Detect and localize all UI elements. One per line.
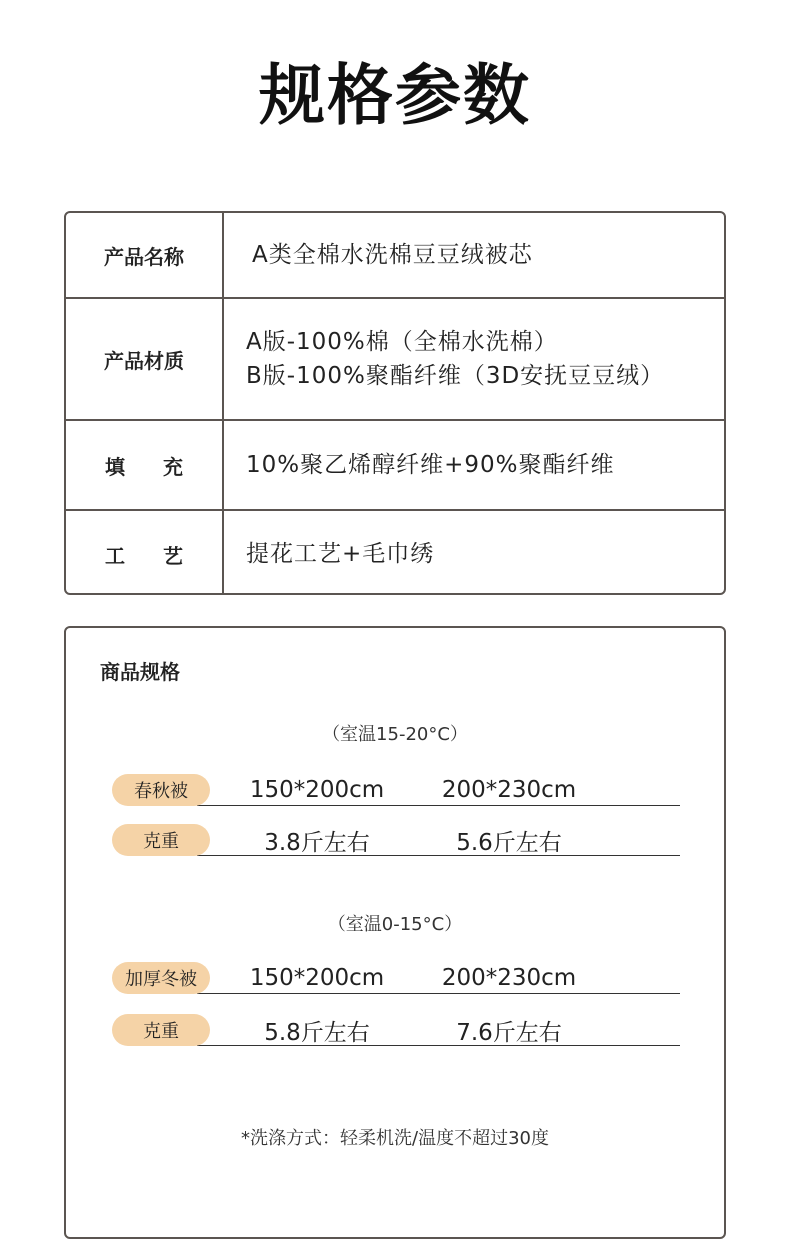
spec-value-line: B版-100%聚酯纤维（3D安抚豆豆绒） bbox=[246, 363, 665, 389]
row-tag: 春秋被 bbox=[112, 774, 210, 806]
spec-label: 产品名称 bbox=[66, 213, 224, 297]
weight-value: 5.8斤左右 bbox=[264, 1019, 370, 1046]
row-tag: 克重 bbox=[112, 824, 210, 856]
page-title: 规格参数 bbox=[259, 57, 531, 134]
size-row bbox=[112, 1014, 680, 1048]
spec-label: 填充 bbox=[66, 421, 224, 509]
wash-instructions: *洗涤方式：轻柔机洗/温度不超过30度 bbox=[241, 1128, 549, 1149]
weight-value: 7.6斤左右 bbox=[456, 1019, 562, 1046]
spec-row-craft bbox=[66, 511, 724, 595]
spec-label: 产品材质 bbox=[66, 299, 224, 419]
row-tag: 克重 bbox=[112, 1014, 210, 1046]
size-spec-box bbox=[64, 626, 726, 1239]
spec-label: 工艺 bbox=[66, 511, 224, 595]
spec-row-name bbox=[66, 213, 724, 299]
size-section-title: 商品规格 bbox=[100, 660, 180, 684]
spec-value bbox=[246, 213, 714, 297]
spec-row-filling bbox=[66, 421, 724, 511]
size-value: 150*200cm bbox=[249, 965, 385, 991]
row-tag: 加厚冬被 bbox=[112, 962, 210, 994]
size-value: 200*230cm bbox=[441, 777, 577, 803]
spec-value-line: 10%聚乙烯醇纤维+90%聚酯纤维 bbox=[246, 452, 615, 478]
temperature-note: （室温0-15°C） bbox=[327, 914, 463, 935]
spec-table bbox=[64, 211, 726, 595]
spec-value bbox=[246, 511, 714, 595]
spec-value-line: A版-100%棉（全棉水洗棉） bbox=[246, 329, 558, 355]
weight-value: 3.8斤左右 bbox=[264, 829, 370, 856]
size-row bbox=[112, 962, 680, 996]
size-row bbox=[112, 774, 680, 808]
spec-row-material bbox=[66, 299, 724, 421]
spec-value-line: 提花工艺+毛巾绣 bbox=[246, 541, 435, 567]
spec-value-line: A类全棉水洗棉豆豆绒被芯 bbox=[252, 242, 533, 268]
temperature-note: （室温15-20°C） bbox=[322, 724, 468, 745]
size-row bbox=[112, 824, 680, 858]
size-value: 150*200cm bbox=[249, 777, 385, 803]
spec-value bbox=[246, 421, 714, 509]
weight-value: 5.6斤左右 bbox=[456, 829, 562, 856]
spec-value bbox=[246, 299, 714, 419]
size-value: 200*230cm bbox=[441, 965, 577, 991]
